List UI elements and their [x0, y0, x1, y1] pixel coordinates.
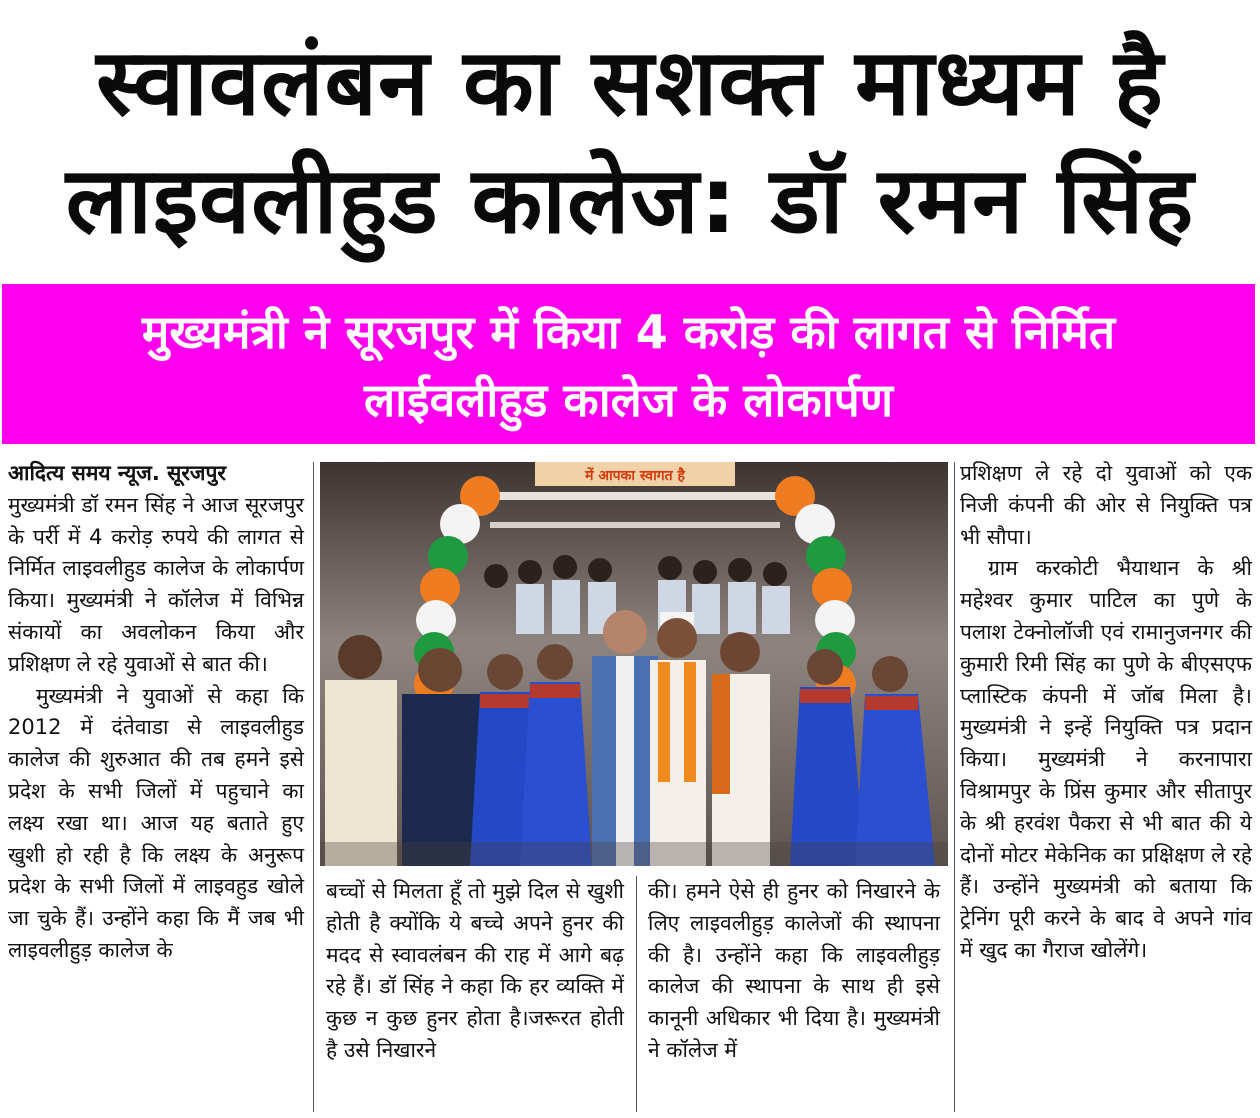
paragraph: की। हमने ऐसे ही हुनर को निखारने के लिए लाइवलीहुड़ कालेजों की स्थापना की है। उन्होंने कहा कि लाइवलीहुड़ कालेज की स्थापना के साथ ही इसे कानूनी अधिकार भी दिया है। मुख्यमंत्री ने कॉलेज में [648, 879, 940, 1062]
event-photo [320, 462, 948, 866]
subheadline-line-2: लाईवलीहुड कालेज के लोकार्पण [363, 373, 894, 427]
headline-line-1: स्वावलंबन का सशक्त माध्यम है [96, 29, 1164, 136]
paragraph: मुख्यमंत्री डॉ रमन सिंह ने आज सूरजपुर के पर्री में 4 करोड़ रुपये की लागत से निर्मित लाइवलीहुड कालेज के लोकार्पण किया। मुख्यमंत्री ने कॉलेज में विभिन्न संकायों का अवलोकन किया और प्रशिक्षण ले रहे युवाओं से बात की। [8, 492, 304, 676]
byline: आदित्य समय न्यूज. सूरजपुर [8, 461, 227, 485]
paragraph: बच्चों से मिलता हूँ तो मुझे दिल से खुशी होती है क्योंकि ये बच्चे अपने हुनर की मदद से स्वावलंबन की राह में आगे बढ़ रहे हैं। डॉ सिंह ने कहा कि हर व्यक्ति में कुछ न कुछ हुनर होता है।जरूरत होती है उसे निखारने [326, 879, 624, 1062]
article-column-1 [8, 458, 304, 967]
article-column-4 [960, 458, 1252, 967]
article-column-3 [648, 876, 940, 1067]
subheadline-line-1: मुख्यमंत्री ने सूरजपुर में किया 4 करोड़ की लागत से निर्मित [141, 305, 1116, 359]
column-divider-2 [636, 876, 637, 1112]
column-divider-3 [954, 462, 955, 1112]
paragraph: प्रशिक्षण ले रहे दो युवाओं को एक निजी कंपनी की ओर से नियुक्ति पत्र भी सौपा। [960, 461, 1252, 549]
subheadline-banner [2, 284, 1255, 444]
paragraph: मुख्यमंत्री ने युवाओं से कहा कि 2012 में दंतेवाडा से लाइवलीहुड कालेज की शुरुआत की तब हमने इसे प्रदेश के सभी जिलों में पहुचाने का लक्ष्य रखा था। आज यह बताते हुए खुशी हो रही है कि लक्ष्य के अनुरूप प्रदेश के सभी जिलों में लाइवहुड खोले जा चुके हैं। उन्होंने कहा कि मैं जब भी लाइवलीहुड़ कालेज के [8, 683, 304, 962]
event-photo-illustration [320, 462, 948, 866]
article-column-2 [326, 876, 624, 1067]
column-divider-1 [313, 462, 314, 1112]
welcome-banner-text: में आपका स्वागत है [585, 468, 685, 484]
headline-line-2: लाइवलीहुड कालेज: डॉ रमन सिंह [65, 147, 1195, 254]
headline [0, 0, 1260, 282]
paragraph: ग्राम करकोटी भैयाथान के श्री महेश्वर कुमार पाटिल का पुणे के पलाश टेक्नोलॉजी एवं रामानुजनगर की कुमारी रिमी सिंह का पुणे के बीएसएफ प्लास्टिक कंपनी में जॉब मिला है। मुख्यमंत्री ने इन्हें नियुक्ति पत्र प्रदान किया। मुख्यमंत्री ने करनापारा विश्रामपुर के प्रिंस कुमार और सीतापुर के श्री हरवंश पैकरा से भी बात की ये दोनों मोटर मेकेनिक का प्रक्षिक्षण ले रहे हैं। उन्होंने मुख्यमंत्री को बताया कि ट्रेनिंग पूरी करने के बाद वे अपने गांव में खुद का गैराज खोलेंगे। [960, 556, 1252, 962]
